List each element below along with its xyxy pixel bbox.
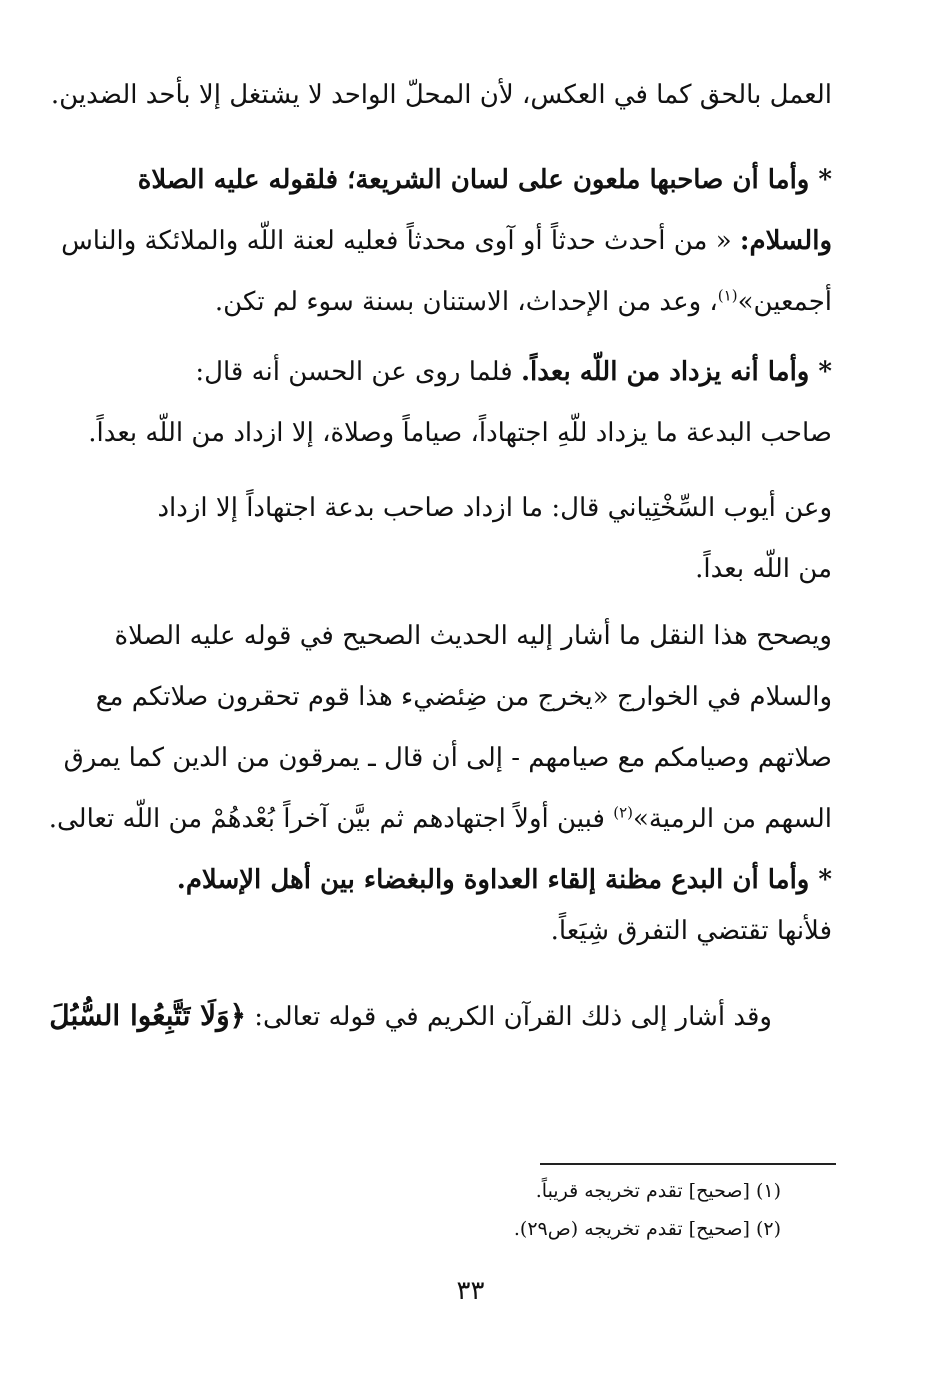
heading-continuation: والسلام: bbox=[739, 226, 832, 256]
paragraph-1 bbox=[50, 65, 832, 126]
paragraph-5 bbox=[48, 606, 832, 850]
text-line: ويصحح هذا النقل ما أشار إليه الحديث الصحيح في قوله عليه الصلاة bbox=[114, 621, 832, 651]
footnote-ref: (٢) bbox=[613, 803, 633, 822]
footnote-2: (٢) [صحيح] تقدم تخريجه (ص٢٩). bbox=[513, 1218, 781, 1240]
footnote-1: (١) [صحيح] تقدم تخريجه قريباً. bbox=[535, 1180, 781, 1202]
page-number: ٣٣ bbox=[456, 1276, 485, 1306]
text-line bbox=[61, 211, 832, 272]
text-line: صلاتهم وصيامكم مع صيامهم - إلى أن قال ـ يمرقون من الدين كما يمرق bbox=[63, 743, 832, 773]
hadith-text-end: أجمعين» bbox=[737, 287, 832, 317]
paragraph-4 bbox=[120, 478, 832, 600]
section-heading: * وأما أنه يزداد من اللّه بعداً. bbox=[520, 357, 832, 387]
text-line bbox=[48, 789, 832, 850]
text-line: العمل بالحق كما في العكس، لأن المحلّ الواحد لا يشتغل إلا بأحد الضدين. bbox=[50, 80, 832, 110]
text-line bbox=[49, 985, 832, 1048]
footnote-ref: (١) bbox=[717, 286, 738, 305]
text-line bbox=[120, 342, 832, 403]
text-line: فلأنها تقتضي التفرق شِيَعاً. bbox=[550, 916, 832, 946]
hadith-text-end: السهم من الرمية» bbox=[633, 804, 832, 834]
paragraph-3 bbox=[88, 342, 832, 464]
text-line: والسلام في الخوارج «يخرج من ضِئضيء هذا قوم تحقرون صلاتكم مع bbox=[95, 682, 832, 712]
footnote-divider bbox=[540, 1163, 836, 1165]
text-line: صاحب البدعة ما يزداد للّهِ اجتهاداً، صياماً وصلاة، إلا ازداد من اللّه بعداً. bbox=[88, 418, 832, 448]
text-continuation: ، وعد من الإحداث، الاستنان بسنة سوء لم تكن. bbox=[214, 287, 718, 317]
text-continuation: فبين أولاً اجتهادهم ثم بيَّن آخراً بُعْدهُمْ من اللّه تعالى. bbox=[48, 804, 605, 834]
hadith-text: « من أحدث حدثاً أو آوى محدثاً فعليه لعنة اللّه والملائكة والناس bbox=[61, 226, 732, 256]
text-continuation: فلما روى عن الحسن أنه قال: bbox=[195, 357, 513, 387]
section-heading: * وأما أن صاحبها ملعون على لسان الشريعة؛ فلقوله عليه الصلاة bbox=[137, 165, 832, 195]
paragraph-7 bbox=[49, 985, 832, 1048]
text-line: من اللّه بعداً. bbox=[695, 554, 832, 584]
text-intro: وقد أشار إلى ذلك القرآن الكريم في قوله تعالى: bbox=[254, 1002, 772, 1032]
quran-verse: ﴿وَلَا تَتَّبِعُوا السُّبُلَ bbox=[49, 999, 247, 1032]
paragraph-6 bbox=[120, 850, 832, 962]
section-heading: * وأما أن البدع مظنة إلقاء العداوة والبغضاء بين أهل الإسلام. bbox=[176, 865, 832, 895]
text-line: وعن أيوب السِّخْتِياني قال: ما ازداد صاحب بدعة اجتهاداً إلا ازداد bbox=[157, 493, 832, 523]
paragraph-2 bbox=[61, 150, 832, 333]
text-line bbox=[120, 272, 832, 333]
